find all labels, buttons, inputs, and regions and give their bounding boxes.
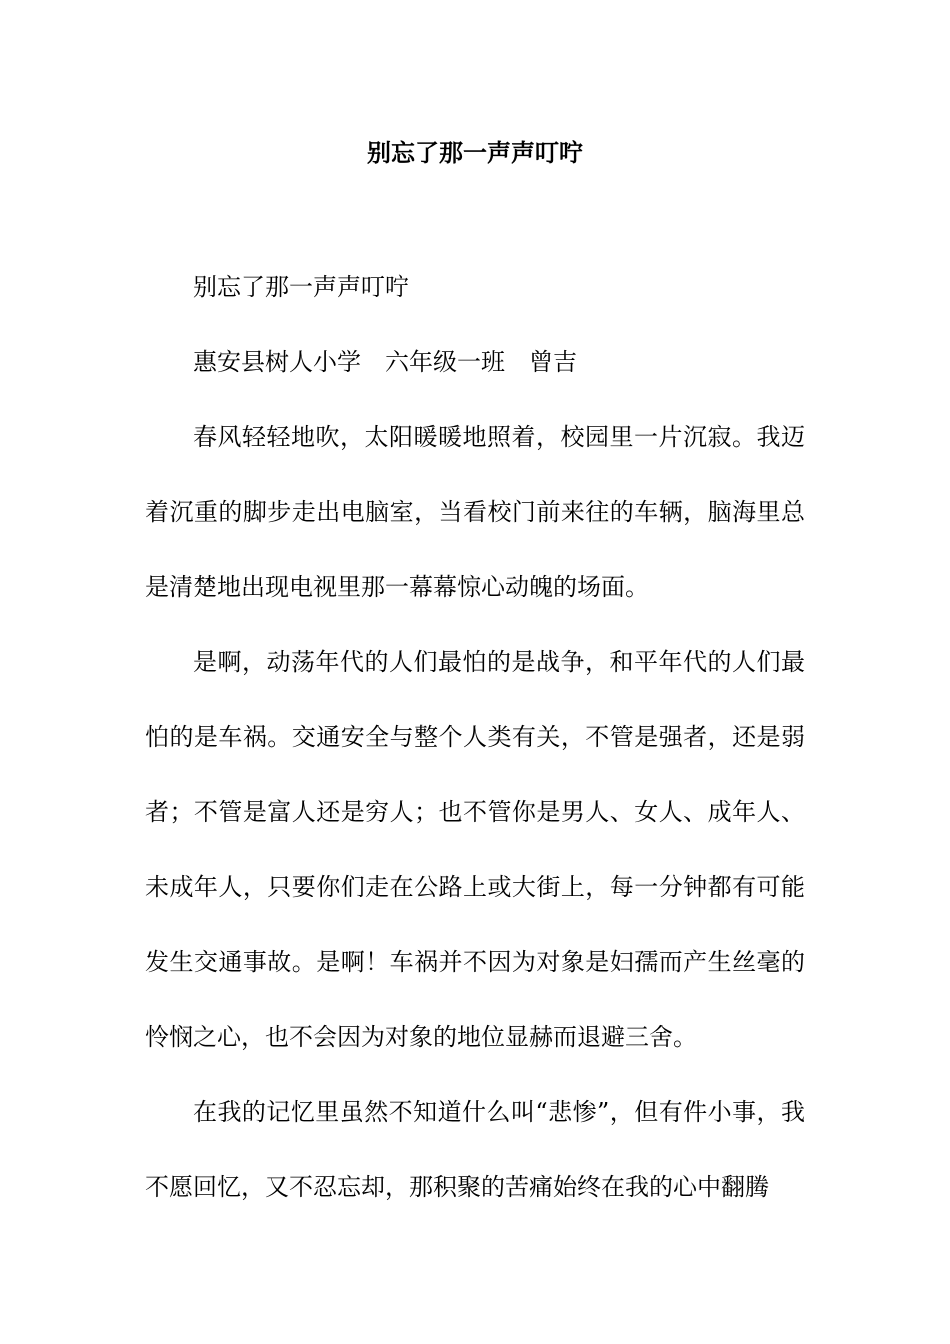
document-body — [145, 250, 805, 1225]
paragraph: 是啊，动荡年代的人们最怕的是战争，和平年代的人们最怕的是车祸。交通安全与整个人类有关，不管是强者，还是弱者；不管是富人还是穷人；也不管你是男人、女人、成年人、未成年人，只要你们走在公路上或大街上，每一分钟都有可能发生交通事故。是啊！车祸并不因为对象是妇孺而产生丝毫的怜悯之心，也不会因为对象的地位显赫而退避三舍。 — [145, 648, 805, 1051]
paragraph: 春风轻轻地吹，太阳暖暖地照着，校园里一片沉寂。我迈着沉重的脚步走出电脑室，当看校门前来往的车辆，脑海里总是清楚地出现电视里那一幕幕惊心动魄的场面。 — [145, 423, 805, 601]
paragraph: 在我的记忆里虽然不知道什么叫“悲惨”，但有件小事，我不愿回忆，又不忍忘却，那积聚的苦痛始终在我的心中翻腾 — [145, 1098, 805, 1201]
document-title: 别忘了那一声声叮咛 — [367, 138, 583, 167]
paragraph-subtitle: 别忘了那一声声叮咛 — [193, 273, 409, 301]
paragraph-author: 惠安县树人小学 六年级一班 曾吉 — [193, 348, 577, 376]
